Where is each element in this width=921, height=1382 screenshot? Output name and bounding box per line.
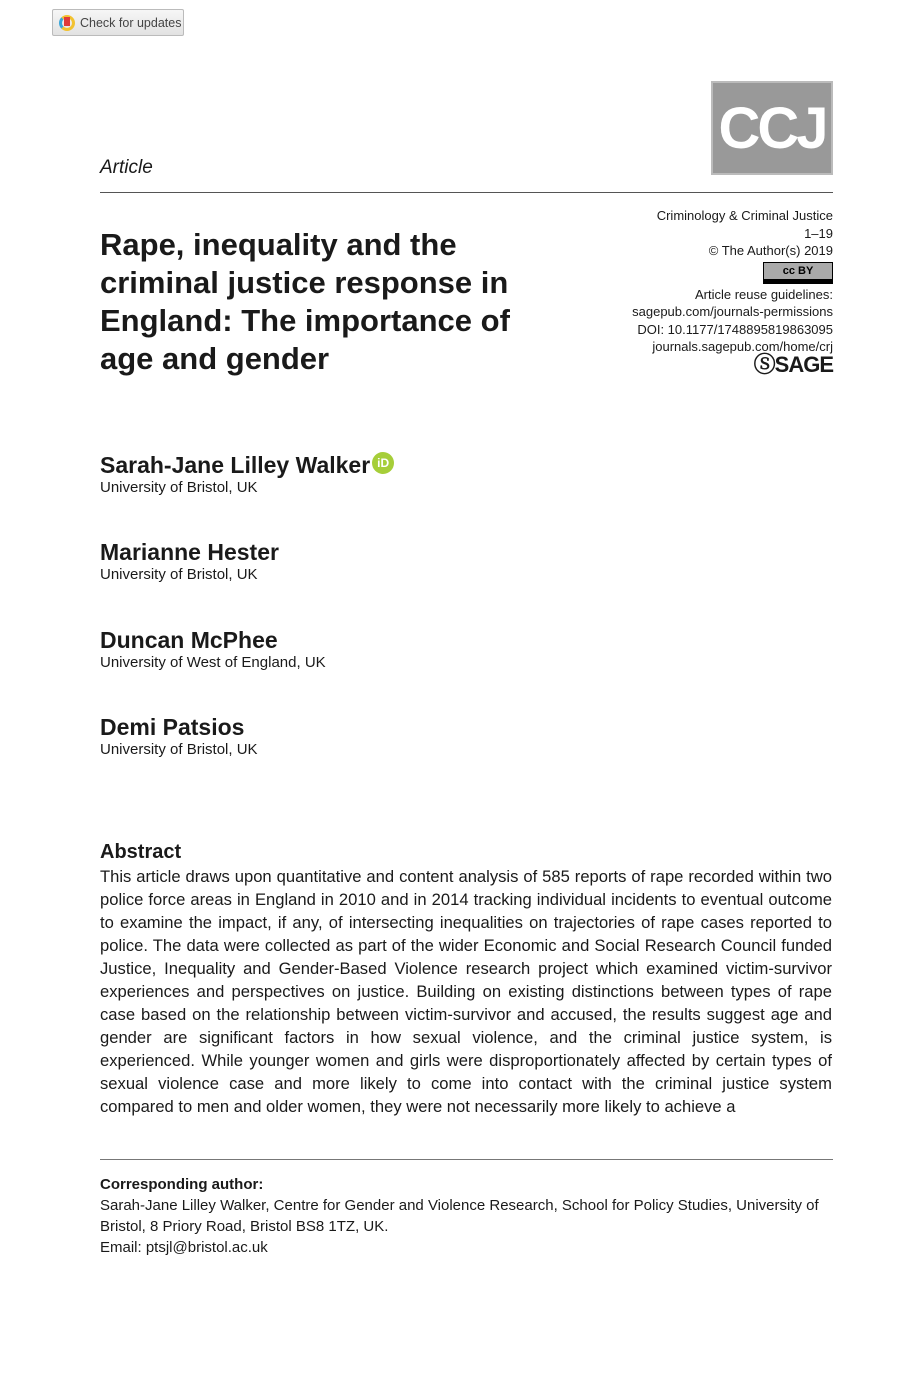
article-meta — [632, 207, 833, 377]
abstract-heading: Abstract — [100, 841, 182, 863]
publisher-name: SAGE — [774, 351, 833, 377]
journal-logo: CCJ — [711, 81, 833, 175]
author — [100, 452, 394, 498]
permissions-link[interactable]: sagepub.com/journals-permissions — [632, 304, 833, 319]
sage-s-icon: Ⓢ — [753, 351, 775, 377]
crossmark-icon — [59, 15, 75, 31]
journal-homepage-link[interactable]: journals.sagepub.com/home/crj — [652, 339, 833, 354]
divider — [100, 1159, 833, 1160]
article-title: Rape, inequality and the criminal justice response in England: The importance of age and gender — [100, 227, 510, 376]
reuse-label: Article reuse guidelines: — [694, 286, 833, 302]
page-range: 1–19 — [804, 225, 833, 241]
corresponding-email[interactable]: Email: ptsjl@bristol.ac.uk — [100, 1239, 268, 1256]
author-name: Demi Patsios — [100, 714, 245, 740]
abstract-text: This article draws upon quantitative and content analysis of 585 reports of rape recorded within two police force areas in England in 2010 and in 2014 tracking individual incidents to eventual outcome to examine the impact, if any, of intersecting inequalities on trajectories of rape cases reported to police. The data were collected as part of the wider Economic and Social Research Council funded Justice, Inequality and Gender-Based Violence research project which examined victim-survivor experiences and perspectives on justice. Building on existing distinctions between types of rape case based on the relationship between victim-survivor and accused, the results suggest age and gender are significant factors in how sexual violence, and the criminal justice system, is experienced. While younger women and girls were disproportionately affected by certain types of sexual violence case and more likely to come into contact with the criminal justice system compared to men and older women, they were not necessarily more likely to achieve a — [100, 867, 832, 1116]
author — [100, 627, 326, 673]
divider — [100, 192, 833, 193]
corresponding-heading: Corresponding author: — [100, 1176, 264, 1193]
corresponding-address: Sarah-Jane Lilley Walker, Centre for Gender and Violence Research, School for Policy Studies, University of Bristol, 8 Priory Road, Bristol BS8 1TZ, UK. — [100, 1197, 819, 1235]
sage-logo — [632, 351, 833, 377]
corresponding-author — [100, 1174, 832, 1258]
check-for-updates-button[interactable] — [52, 9, 184, 36]
article-type: Article — [100, 157, 153, 178]
orcid-icon[interactable]: iD — [372, 452, 394, 474]
author-affiliation: University of Bristol, UK — [100, 566, 258, 583]
doi[interactable]: DOI: 10.1177/1748895819863095 — [637, 321, 833, 337]
author-name: Marianne Hester — [100, 539, 279, 565]
author — [100, 539, 279, 585]
author-affiliation: University of West of England, UK — [100, 654, 326, 671]
author-name: Sarah-Jane Lilley Walker — [100, 452, 371, 478]
author-name: Duncan McPhee — [100, 627, 278, 653]
copyright: © The Author(s) 2019 — [708, 243, 833, 258]
author — [100, 714, 258, 760]
cc-by-license-badge[interactable]: cc BY — [763, 262, 833, 284]
author-affiliation: University of Bristol, UK — [100, 479, 258, 496]
journal-name: Criminology & Criminal Justice — [656, 208, 833, 223]
author-affiliation: University of Bristol, UK — [100, 741, 258, 758]
check-for-updates-label: Check for updates — [80, 15, 182, 30]
